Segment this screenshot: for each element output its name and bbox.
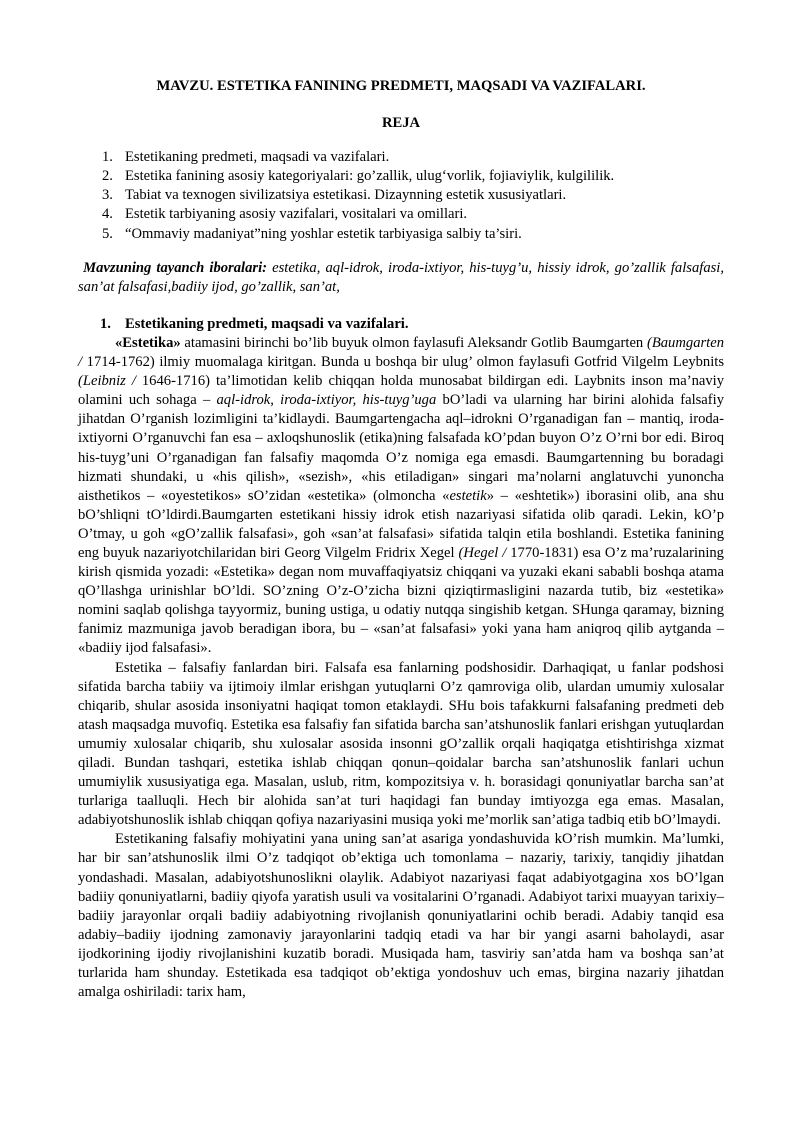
plan-item bbox=[78, 148, 724, 167]
body-paragraph-2: Estetika – falsafiy fanlardan biri. Falsafa esa fanlarning podshosidir. Darhaqiqat, u fanlar podshosi sifatida barcha tabiiy va ijtimoiy ilmlar erishgan yutuqlarni O’z qamroviga olib, ulardan umumiy xulosalar chiqarib, shular asosida insoniyatni haqiqat tomon etaklaydi. SHu bois tafakkurni falsafaning predmeti deb atash maqsadga muvofiq. Estetika esa falsafiy fan sifatida barcha san’atshunoslik fanlari erishgan yutuqlardan umumiy xulosalar chiqarib, shu xulosalar asosida insonni gO’zallik orqali haqiqatga etishtirishga xizmat qiladi. Bundan tashqari, estetika ishlab chiqqan qonun–qoidalar barcha san’atshunoslik fanlari uchun umumiylik xususiyatiga ega. Masalan, uslub, ritm, kompozitsiya v. h. borasidagi qonuniyatlar barcha san’at turlariga taalluqli. Hech bir alohida san’at turi haqidagi fan bunday imtiyozga ega emas. Masalan, adabiyotshunoslik ishlab chiqqan qofiya nazariyasini musiqa yoki me’morlik san’atiga tadbiq etib bO’lmaydi. bbox=[78, 659, 724, 829]
plan-heading: REJA bbox=[381, 115, 421, 132]
text-run-italic: estetik bbox=[449, 487, 487, 504]
keywords-label: Mavzuning tayanch iboralari: bbox=[83, 259, 267, 276]
section-title: Estetikaning predmeti, maqsadi va vazifalari. bbox=[125, 315, 409, 332]
text-run: bO’ladi va ularning har birini alohida falsafiy jihatdan O’rganish lozimligini ta’kidlaydi. Baumgartengacha aql–idrokni O’rganadigan fan – mantiq, iroda-ixtiyorni O’rganuvchi fan esa – axloqshunoslik (etika)ning falsafada kO’pdan buyon O’z O’rni bor edi. Biroq his-tuyg’uni O’rganadigan fan falsafiy maqomda O’z nomiga ega emasdi. Baumgartenning bu boradagi hizmati shundaki, u «his qilish», «sezish», «his etiladigan» singari ma’nolarni anglatuvchi yunoncha aisthetikos – «oyestetikos» sO’zidan «estetika» (olmoncha « bbox=[78, 392, 724, 504]
plan-item bbox=[78, 186, 724, 205]
text-run: 1770-1831) esa O’z ma’ruzalarining kirish qismida yozadi: «Estetika» degan nom muvaffaqiyatsiz chiqqani va yuzaki ekani sababli boshqa atama qO’llashga urinishlar bO’ldi. SO’zning O’z-O’zicha bizni qiziqtirmasligini nazarda tutib, biz «estetika» nomini saqlab qolishga tayyormiz, buning ustiga, u odatiy nutqqa singishib ketgan. SHunga qaramay, bizning fanimiz mazmuniga javob beradigan ibora, bu – «san’at falsafasi» yoki yana ham aniqroq qilib aytganda – «badiiy ijod falsafasi». bbox=[78, 544, 724, 657]
plan-item-text: Estetikaning predmeti, maqsadi va vazifalari. bbox=[125, 149, 390, 166]
body-paragraph-3: Estetikaning falsafiy mohiyatini yana uning san’at asariga yondashuvida kO’rish mumkin. Ma’lumki, har bir san’atshunoslik ilmi O’z tadqiqot ob’ektiga uch tomonlama – nazariy, tarixiy, tanqidiy jihatdan yondashadi. Masalan, adabiyotshunoslikni olaylik. Adabiyot nazariyasi faqat adabiyotgagina xos bO’lgan badiiy qonuniyatlarni, badiiy qiyofa yaratish usuli va vositalarini O’rganadi. Adabiyot tarixi muayyan tarixiy–badiiy jarayonlar orqali badiiy adabiyotning rivojlanish qonuniyatlarini ochib beradi. Adabiy tanqid esa adabiy–badiiy ijodning zamonaviy jarayonlarini tadqiq etadi va har bir yangi asarni baholaydi, asar ijodkorining ijodiy rivojlanishini kuzatib boradi. Musiqada ham, tasviriy san’atda ham va boshqa san’at turlarida ham shunday. Estetikada esa tadqiqot ob’ektiga yondoshuv uch emas, birgina nazariy jihatdan amalga oshiriladi: tarix ham, bbox=[78, 831, 724, 1001]
document-title: MAVZU. ESTETIKA FANINING PREDMETI, MAQSADI VA VAZIFALARI. bbox=[156, 78, 646, 94]
plan-list bbox=[78, 148, 724, 243]
plan-item-text: “Ommaviy madaniyat”ning yoshlar estetik tarbiyasiga salbiy ta’siri. bbox=[125, 225, 522, 242]
section-heading bbox=[78, 315, 724, 334]
text-run-italic: (Baumgarten / bbox=[78, 334, 724, 371]
plan-item bbox=[78, 225, 724, 244]
text-run: atamasini birinchi bo’lib buyuk olmon faylasufi Aleksandr Gotlib Baumgarten bbox=[180, 334, 647, 351]
plan-item-number: 5. bbox=[102, 225, 113, 242]
plan-item-text: Estetik tarbiyaning asosiy vazifalari, vositalari va omillari. bbox=[125, 206, 468, 223]
plan-item-number: 4. bbox=[102, 206, 113, 223]
plan-item bbox=[78, 167, 724, 186]
text-run: » – «eshtetik») iborasini olib, ana shu bO’shliqni tO’ldirdi.Baumgarten estetikani hissiy idrok etish nazariyasi sifatida olib qaradi. Lekin, kO’p O’tmay, u goh «gO’zallik falsafasi», goh «san’at falsafasi» sifatida talqin etila boshlandi. Estetika fanining eng buyuk nazariyotchilaridan biri Georg Vilgelm Fridrix Xegel bbox=[78, 487, 725, 561]
document-page bbox=[78, 60, 724, 1002]
text-run-italic: (Leibniz / bbox=[78, 373, 136, 390]
plan-item-number: 3. bbox=[102, 187, 113, 204]
text-run-italic: aql-idrok, iroda-ixtiyor, his-tuyg’uga bbox=[216, 392, 437, 409]
plan-item-text: Estetika fanining asosiy kategoriyalari: go’zallik, ulug‘vorlik, fojiaviylik, kulgililik. bbox=[125, 168, 615, 185]
plan-item-text: Tabiat va texnogen sivilizatsiya estetikasi. Dizaynning estetik xususiyatlari. bbox=[125, 187, 567, 204]
keywords-text: estetika, aql-idrok, iroda-ixtiyor, his-tuyg’u, hissiy idrok, go’zallik falsafasi, san’at falsafasi,badiiy ijod, go’zallik, san’at, bbox=[78, 259, 724, 295]
text-run: 1646-1716) ta’limotidan kelib chiqqan holda munosabat bildirgan edi. Laybnits inson ma’naviy olamini uch sohaga – bbox=[78, 373, 724, 409]
keywords-paragraph bbox=[78, 259, 724, 297]
term-estetika: «Estetika» bbox=[115, 334, 181, 351]
text-run: 1714-1762) ilmiy muomalaga kiritgan. Bunda u boshqa bir ulug’ olmon faylasufi Gotfrid Vilgelm Leybnits bbox=[82, 354, 724, 371]
section-number: 1. bbox=[100, 315, 111, 332]
plan-item bbox=[78, 205, 724, 224]
plan-item-number: 1. bbox=[102, 149, 113, 166]
text-run-italic: (Hegel / bbox=[458, 544, 507, 561]
body-paragraph-1 bbox=[78, 334, 724, 659]
plan-item-number: 2. bbox=[102, 168, 113, 185]
